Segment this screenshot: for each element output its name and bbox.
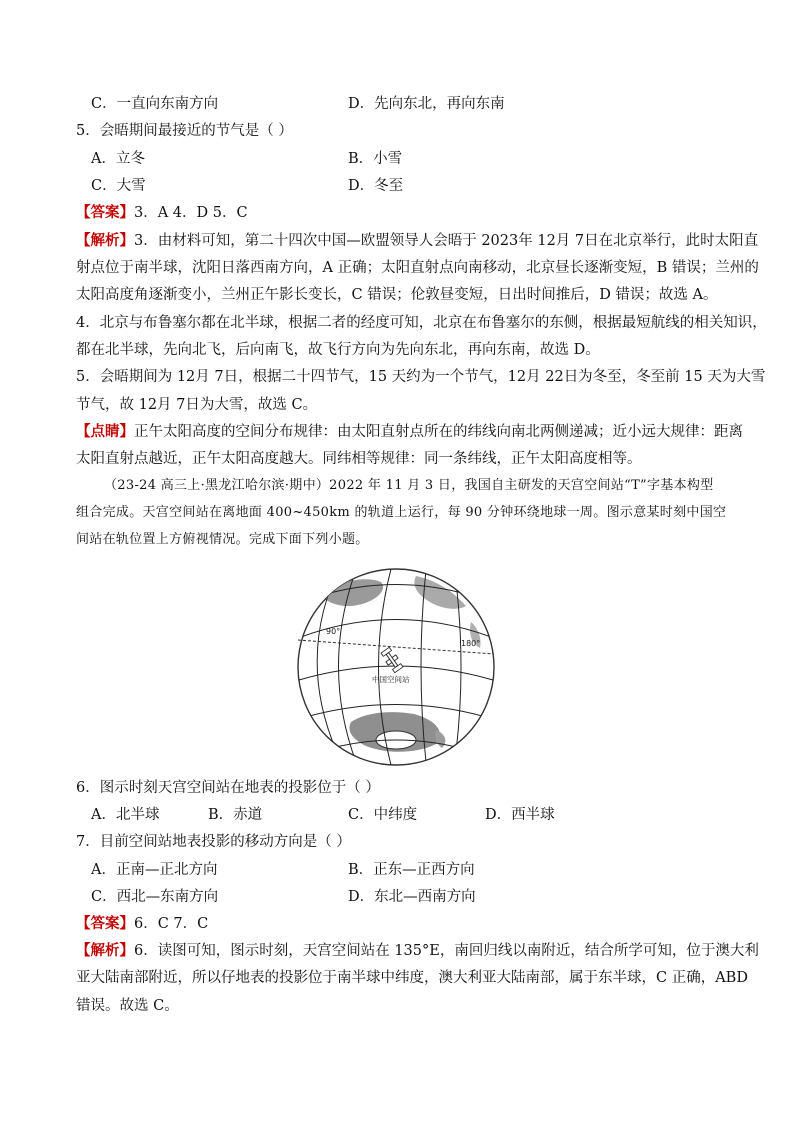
key-point-tag: 【点睛】	[76, 423, 134, 440]
q5-option-d: D．冬至	[348, 178, 404, 194]
answer-tag: 【答案】	[76, 915, 134, 932]
analysis-tag: 【解析】	[76, 232, 134, 249]
q7-stem: 7．目前空间站地表投影的移动方向是（ ）	[76, 834, 351, 850]
material-line-2: 组合完成。天宫空间站在离地面 400~450km 的轨道上运行，每 90 分钟环绕地球一周。图示意某时刻中国空	[76, 505, 727, 520]
q6-option-c: C．中纬度	[348, 807, 418, 823]
key-point-text: 正午太阳高度的空间分布规律：由太阳直射点所在的纬线向南北两侧递减；近小远大规律：距离	[134, 424, 743, 440]
material-line-1: （23-24 高三上·黑龙江哈尔滨·期中）2022 年 11 月 3 日，我国自主研发的天宫空间站“T”字基本构型	[104, 478, 714, 493]
material-line-3: 间站在轨位置上方俯视情况。完成下面下列小题。	[76, 532, 369, 547]
q5-option-a: A．立冬	[91, 151, 145, 167]
q7-option-c: C．西北—东南方向	[91, 889, 219, 905]
analysis-line-5: 都在北半球，先向北飞，后向南飞，故飞行方向为先向东北，再向东南，故选 D。	[76, 342, 600, 358]
key-point-line-1	[76, 422, 743, 442]
analysis-line-1	[76, 231, 758, 251]
analysis-text: 6．读图可知，图示时刻，天宫空间站在 135°E，南回归线以南附近，结合所学可知，位于澳大利	[134, 943, 759, 959]
q6-option-a: A．北半球	[91, 807, 160, 823]
analysis2-line-3: 错误。故选 C。	[76, 998, 179, 1014]
answer-tag: 【答案】	[76, 204, 134, 221]
analysis-tag: 【解析】	[76, 942, 134, 959]
answer-block-2	[76, 914, 208, 934]
analysis2-line-1	[76, 941, 759, 961]
analysis-line-7: 节气，故 12月 7日为大雪，故选 C。	[76, 397, 318, 413]
q7-option-b: B．正东—正西方向	[348, 862, 475, 878]
analysis-text: 3．由材料可知，第二十四次中国—欧盟领导人会晤于 2023年 12月 7日在北京举行，此时太阳直	[134, 233, 759, 249]
q6-stem: 6．图示时刻天宫空间站在地表的投影位于（ ）	[76, 780, 380, 796]
q6-option-b: B．赤道	[208, 807, 263, 823]
q7-option-d: D．东北—西南方向	[348, 889, 476, 905]
answer-text: 6．C 7．C	[134, 916, 209, 932]
answer-block-1	[76, 203, 248, 223]
q5-option-b: B．小雪	[348, 151, 403, 167]
label-180: 180°	[461, 639, 481, 648]
q4-option-d: D．先向东北，再向东南	[348, 96, 505, 112]
analysis-line-6: 5．会晤期间为 12月 7日，根据二十四节气，15 天约为一个节气，12月 22日为冬至，冬至前 15 天为大雪	[76, 369, 766, 385]
analysis-line-4: 4．北京与布鲁塞尔都在北半球，根据二者的经度可知，北京在布鲁塞尔的东侧，根据最短航线的相关知识，	[76, 315, 767, 331]
q5-stem: 5．会晤期间最接近的节气是（ ）	[76, 123, 293, 139]
key-point-line-2: 太阳直射点越近，正午太阳高度越大。同纬相等规律：同一条纬线，正午太阳高度相等。	[76, 451, 642, 467]
q7-option-a: A．正南—正北方向	[91, 862, 218, 878]
q5-option-c: C．大雪	[91, 178, 146, 194]
station-label: 中国空间站	[372, 675, 410, 684]
globe-figure	[296, 562, 496, 772]
analysis-line-2: 射点位于南半球，沈阳日落西南方向，A 正确；太阳直射点向南移动，北京昼长逐渐变短，B 错误；兰州的	[76, 260, 759, 276]
label-90: 90°	[326, 627, 341, 636]
q4-option-c: C．一直向东南方向	[91, 96, 219, 112]
analysis2-line-2: 亚大陆南部附近，所以仔地表的投影位于南半球中纬度，澳大利亚大陆南部，属于东半球，C 正确，ABD	[76, 970, 748, 986]
analysis-line-3: 太阳高度角逐渐变小，兰州正午影长变长，C 错误；伦敦昼变短，日出时间推后，D 错误；故选 A。	[76, 287, 718, 303]
q6-option-d: D．西半球	[485, 807, 555, 823]
answer-text: 3．A 4．D 5．C	[134, 205, 248, 221]
